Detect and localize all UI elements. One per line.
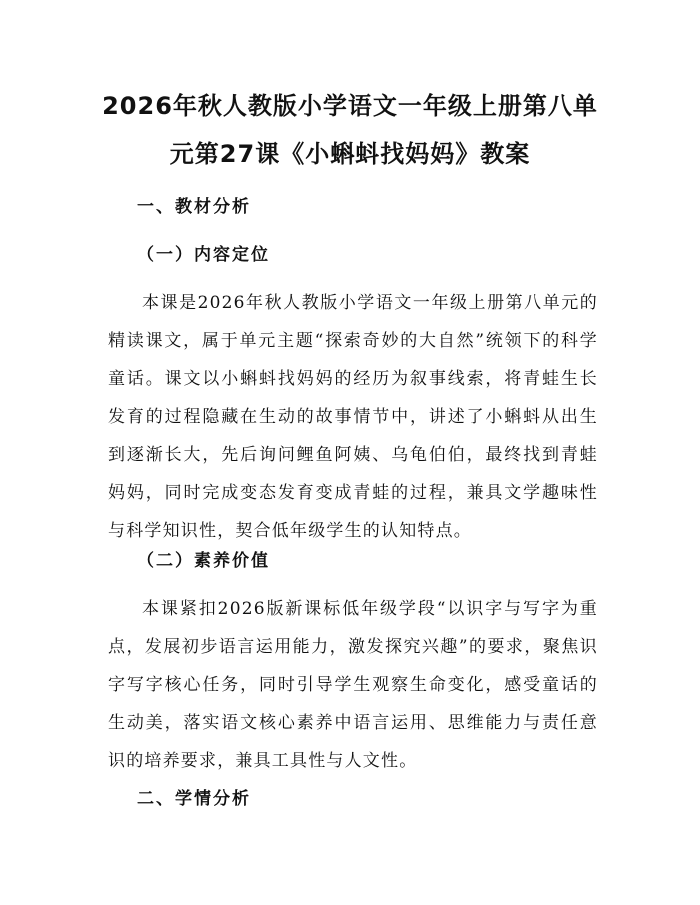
document-title-line-2: 元第27课《小蝌蚪找妈妈》教案: [169, 140, 531, 168]
paragraph-literacy-value: 本课紧扣2026版新课标低年级学段“以识字与写字为重点，发展初步语言运用能力，激发探究兴趣”的要求，聚焦识字写字核心任务，同时引导学生观察生命变化，感受童话的生动美，落实语文核心素养中语言运用、思维能力与责任意识的培养要求，兼具工具性与人文性。: [108, 599, 598, 771]
subsection-heading-content-positioning: （一）内容定位: [137, 245, 270, 265]
document-title-line-1: 2026年秋人教版小学语文一年级上册第八单: [102, 92, 598, 120]
section-heading-textbook-analysis: 一、教材分析: [137, 197, 251, 217]
paragraph-content-positioning: 本课是2026年秋人教版小学语文一年级上册第八单元的精读课文，属于单元主题“探索奇妙的大自然”统领下的科学童话。课文以小蝌蚪找妈妈的经历为叙事线索，将青蛙生长发育的过程隐藏在生动的故事情节中，讲述了小蝌蚪从出生到逐渐长大，先后询问鲤鱼阿姨、乌龟伯伯，最终找到青蛙妈妈，同时完成变态发育变成青蛙的过程，兼具文学趣味性与科学知识性，契合低年级学生的认知特点。: [108, 293, 598, 541]
subsection-heading-literacy-value: （二）素养价值: [137, 551, 270, 571]
section-heading-student-analysis: 二、学情分析: [137, 789, 251, 809]
